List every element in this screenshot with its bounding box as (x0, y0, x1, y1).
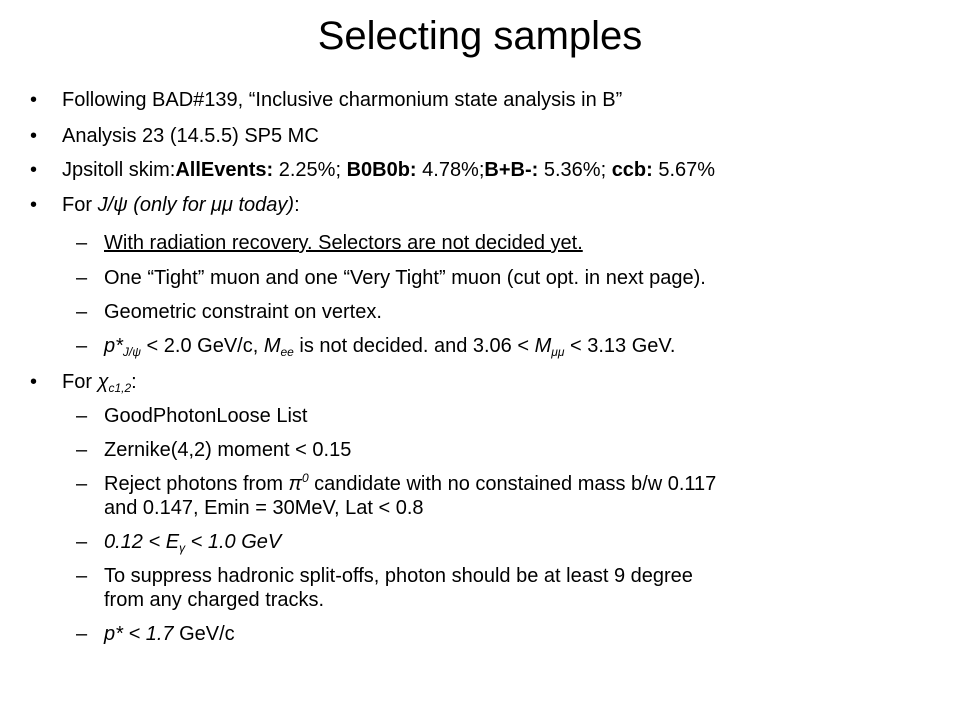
pi-superscript: 0 (301, 471, 309, 485)
sub-item-text: Geometric constraint on vertex. (104, 301, 382, 323)
dash-marker: – (76, 623, 88, 645)
chi-post: : (131, 371, 137, 393)
pstar-subscript: J/ψ (122, 345, 141, 359)
bullet-marker: • (30, 125, 38, 147)
pstar-cut: < 2.0 GeV/c, (140, 335, 264, 357)
pstar-unit: GeV/c (173, 623, 235, 645)
pi-symbol: π (288, 473, 302, 495)
skim-value-ccb: 5.67% (652, 159, 716, 181)
bullet-text (62, 370, 137, 394)
dash-marker: – (76, 405, 88, 427)
bullet-text (62, 193, 300, 217)
skim-value-allevents: 2.25%; (273, 159, 347, 181)
mmumu-subscript: μμ (551, 345, 565, 359)
sub-item-text (104, 334, 675, 358)
bullet-marker: • (30, 371, 38, 393)
mee-subscript: ee (280, 345, 294, 359)
dash-marker: – (76, 267, 88, 289)
sub-item-text: and 0.147, Emin = 30MeV, Lat < 0.8 (104, 497, 424, 519)
skim-value-b0b0b: 4.78%; (416, 159, 485, 181)
egamma-text-b: < 1.0 GeV (185, 531, 282, 553)
jpsi-pre: For (62, 194, 98, 216)
bullet-text (62, 158, 715, 182)
sub-item-text: GoodPhotonLoose List (104, 405, 308, 427)
skim-prefix: Jpsitoll skim: (62, 159, 176, 181)
bullet-marker: • (30, 159, 38, 181)
sub-item-text: To suppress hadronic split-offs, photon should be at least 9 degree (104, 565, 693, 587)
bullet-text: Analysis 23 (14.5.5) SP5 MC (62, 125, 319, 147)
sub-item-text (104, 622, 235, 646)
skim-key-allevents: AllEvents: (175, 159, 274, 181)
pstar-symbol: p* (104, 335, 123, 357)
pi0-text-b: candidate with no constained mass b/w 0.117 (308, 473, 717, 495)
pi0-text-a: Reject photons from (104, 473, 289, 495)
dash-marker: – (76, 473, 88, 495)
sub-item-text: One “Tight” muon and one “Very Tight” muon (cut opt. in next page). (104, 267, 706, 289)
sub-item-text (104, 530, 281, 554)
dash-marker: – (76, 565, 88, 587)
dash-marker: – (76, 301, 88, 323)
chi-subscript: c1,2 (108, 381, 132, 395)
egamma-subscript: γ (179, 541, 186, 555)
jpsi-label: J/ψ (only for μμ today) (97, 194, 295, 216)
skim-key-ccb: ccb: (611, 159, 653, 181)
mmumu-cut: < 3.13 GeV. (564, 335, 676, 357)
mee-text: is not decided. and 3.06 < (293, 335, 535, 357)
bullet-marker: • (30, 89, 38, 111)
dash-marker: – (76, 335, 88, 357)
bullet-text: Following BAD#139, “Inclusive charmonium state analysis in B” (62, 89, 623, 111)
chi-symbol: χ (97, 371, 109, 393)
skim-key-bpbm: B+B-: (484, 159, 539, 181)
sub-item-text: from any charged tracks. (104, 589, 325, 611)
skim-key-b0b0b: B0B0b: (346, 159, 417, 181)
dash-marker: – (76, 531, 88, 553)
bullet-marker: • (30, 194, 38, 216)
sub-item-text (104, 472, 716, 496)
skim-value-bpbm: 5.36%; (538, 159, 612, 181)
mmumu-symbol: M (534, 335, 552, 357)
chi-pre: For (62, 371, 98, 393)
sub-item-text: Zernike(4,2) moment < 0.15 (104, 439, 352, 461)
dash-marker: – (76, 439, 88, 461)
sub-item-text: With radiation recovery. Selectors are not decided yet. (104, 232, 583, 254)
jpsi-post: : (294, 194, 300, 216)
mee-symbol: M (263, 335, 281, 357)
slide-title: Selecting samples (317, 14, 643, 58)
egamma-text-a: 0.12 < E (104, 531, 180, 553)
pstar-cut-text: p* < 1.7 (104, 623, 174, 645)
dash-marker: – (76, 232, 88, 254)
